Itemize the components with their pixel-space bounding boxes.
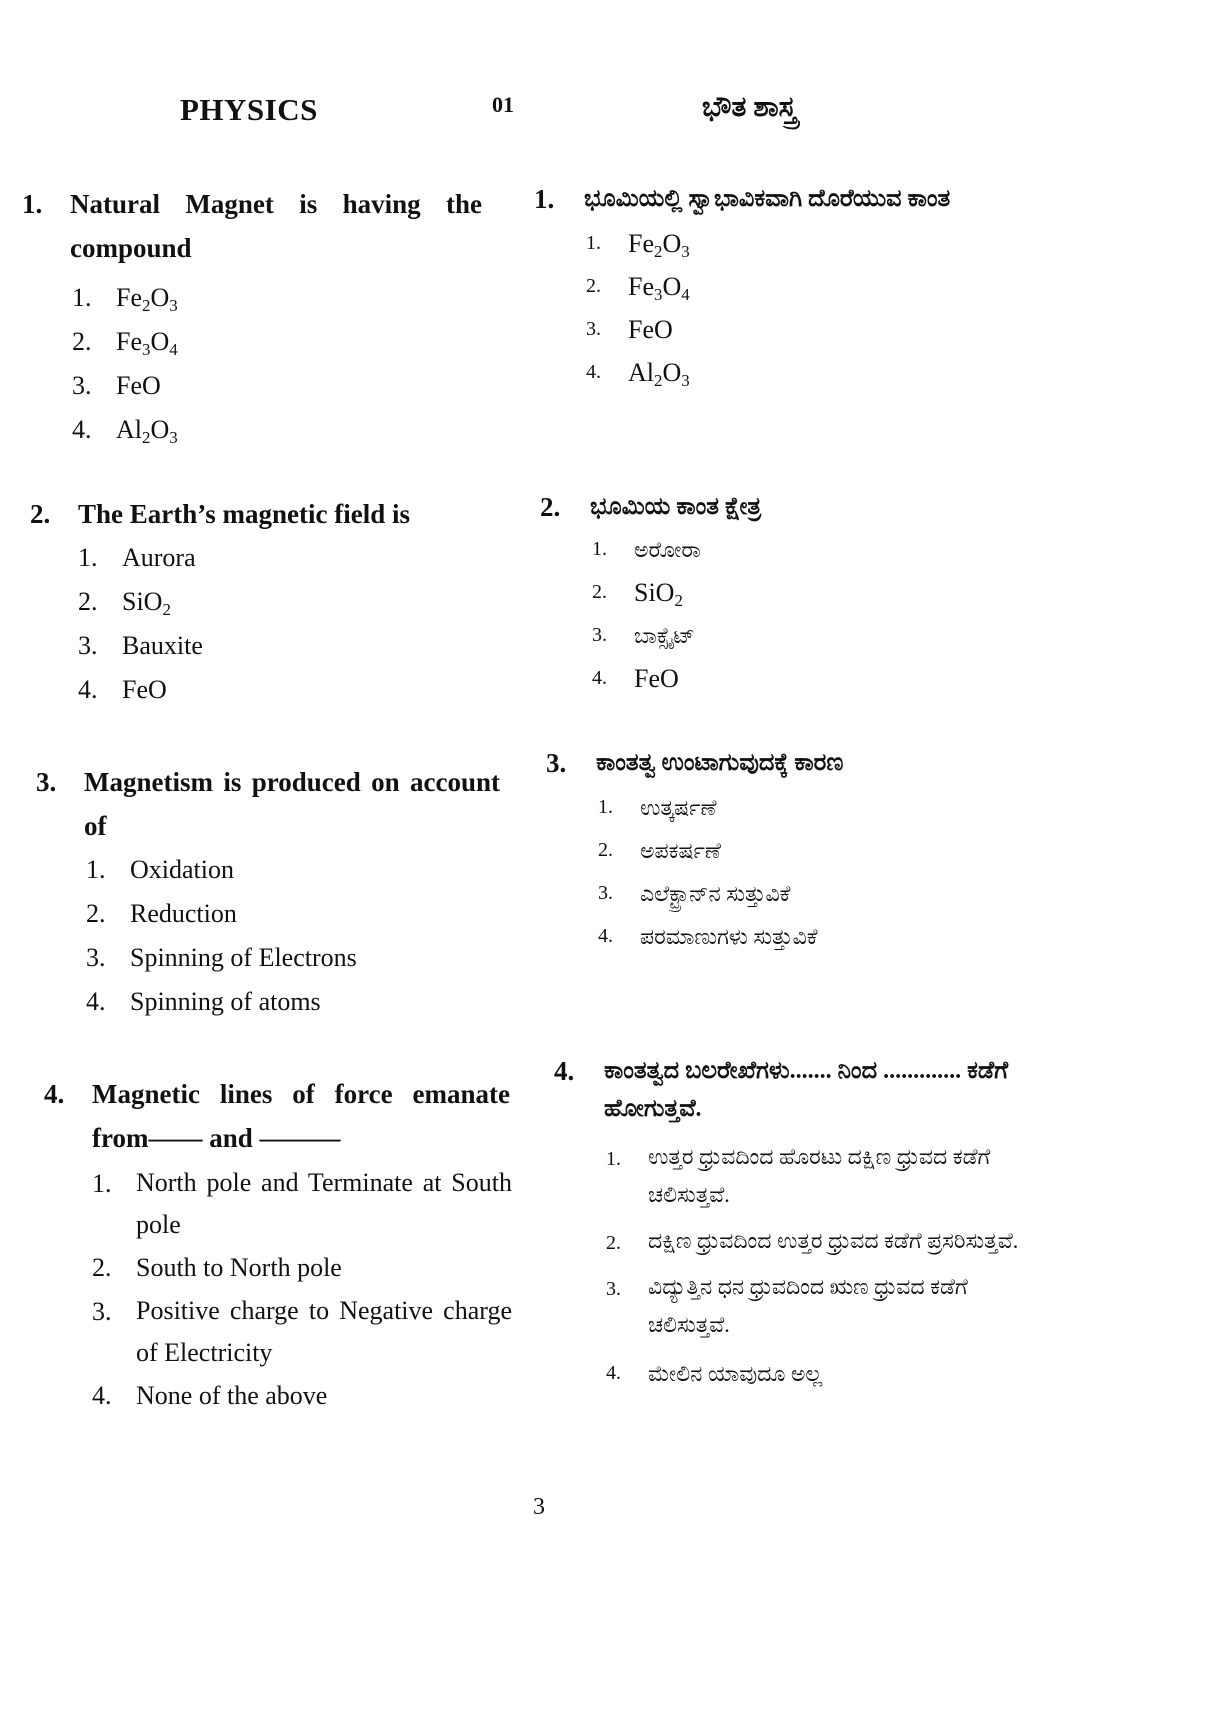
option: 1. ಉತ್ಕರ್ಷಣೆ bbox=[598, 795, 717, 820]
question-stem: ಕಾಂತತ್ವ ಉಂಟಾಗುವುದಕ್ಕೆ ಕಾರಣ bbox=[596, 750, 844, 776]
option: 1. Oxidation bbox=[86, 855, 234, 884]
option: 1. Aurora bbox=[78, 543, 196, 572]
option: 1. ಅರೋರಾ bbox=[592, 537, 701, 562]
options-list bbox=[72, 276, 482, 452]
option: 3. Spinning of Electrons bbox=[86, 943, 357, 972]
option: 4. FeO bbox=[78, 675, 167, 704]
options-list bbox=[86, 848, 500, 1024]
question-number: 3. bbox=[36, 767, 57, 797]
option: 4. FeO bbox=[592, 664, 679, 693]
question-stem: ಕಾಂತತ್ವದ ಬಲರೇಖೆಗಳು....... ನಿಂದ ............. ಕಡೆಗೆ ಹೋಗುತ್ತವೆ. bbox=[604, 1058, 1009, 1122]
option: 4. $Al_2O_3$ bbox=[72, 415, 178, 448]
question-number: 4. bbox=[44, 1079, 65, 1109]
option: 2. SiO$_2$ bbox=[592, 578, 683, 611]
paper-code: 01 bbox=[492, 92, 514, 117]
question-number: 2. bbox=[540, 492, 561, 522]
option: 3. Positive charge to Negative charge of Electricity bbox=[92, 1296, 512, 1367]
option: 3. Bauxite bbox=[78, 631, 203, 660]
question-number: 1. bbox=[22, 189, 43, 219]
question-stem: Magnetism is produced on account of bbox=[84, 767, 500, 841]
page-number: 3 bbox=[533, 1494, 545, 1520]
option: 3. ಬಾಕ್ಸೈಟ್ bbox=[592, 623, 695, 648]
question-stem: ಭೂಮಿಯಲ್ಲಿ ಸ್ವಾಭಾವಿಕವಾಗಿ ದೊರೆಯುವ ಕಾಂತ bbox=[584, 186, 951, 212]
question-en-2 bbox=[30, 492, 490, 712]
question-kn-1 bbox=[534, 180, 1004, 394]
options-list bbox=[598, 786, 1006, 958]
options-list bbox=[606, 1138, 1028, 1395]
option: 2. Reduction bbox=[86, 899, 237, 928]
option: 2. ದಕ್ಷಿಣ ಧ್ರುವದಿಂದ ಉತ್ತರ ಧ್ರುವದ ಕಡೆಗೆ ಪ್ರಸರಿಸುತ್ತವೆ. bbox=[606, 1228, 1019, 1254]
option: 2. South to North pole bbox=[92, 1253, 342, 1282]
option: 2. ಅಪಕರ್ಷಣೆ bbox=[598, 838, 721, 863]
question-en-3 bbox=[36, 760, 500, 1024]
option: 2. $Fe_3O_4$ bbox=[586, 272, 690, 305]
question-kn-2 bbox=[540, 488, 1000, 700]
question-number: 3. bbox=[546, 748, 567, 778]
option: 4. ಮೇಲಿನ ಯಾವುದೂ ಅಲ್ಲ bbox=[606, 1361, 823, 1386]
question-kn-4 bbox=[554, 1052, 1028, 1395]
option: 1. North pole and Terminate at South pole bbox=[92, 1168, 512, 1239]
question-stem: The Earth’s magnetic field is bbox=[78, 499, 410, 529]
question-en-4 bbox=[44, 1072, 512, 1418]
page-title-kannada: ಭೌತ ಶಾಸ್ತ್ರ bbox=[702, 92, 797, 123]
option: 4. $Al_2O_3$ bbox=[586, 358, 690, 391]
options-list bbox=[586, 222, 1004, 394]
options-list bbox=[78, 536, 490, 712]
page-title-english: PHYSICS bbox=[180, 92, 318, 127]
question-stem: ಭೂಮಿಯ ಕಾಂತ ಕ್ಷೇತ್ರ bbox=[590, 494, 762, 520]
options-list bbox=[92, 1162, 512, 1418]
question-stem: Magnetic lines of force emanate from—— and ——— bbox=[92, 1079, 510, 1153]
question-en-1 bbox=[22, 182, 482, 452]
option: 4. ಪರಮಾಣುಗಳು ಸುತ್ತುವಿಕೆ bbox=[598, 924, 818, 949]
option: 3. ಎಲೆಕ್ಟ್ರಾನ್‌ನ ಸುತ್ತುವಿಕೆ bbox=[598, 881, 791, 906]
question-number: 4. bbox=[554, 1056, 575, 1086]
option: 1. $Fe_2O_3$ bbox=[586, 229, 690, 262]
question-stem: Natural Magnet is having the compound bbox=[70, 189, 482, 263]
question-number: 1. bbox=[534, 184, 555, 214]
question-number: 2. bbox=[30, 499, 51, 529]
option: 2. SiO$_2$ bbox=[78, 587, 171, 620]
option: 1. $Fe_2O_3$ bbox=[72, 283, 178, 316]
option: 3. FeO bbox=[72, 371, 161, 400]
options-list bbox=[592, 528, 1000, 700]
option: 1. ಉತ್ತರ ಧ್ರುವದಿಂದ ಹೊರಟು ದಕ್ಷಿಣ ಧ್ರುವದ ಕಡೆಗೆ ಚಲಿಸುತ್ತವೆ. bbox=[606, 1144, 991, 1207]
option: 4. Spinning of atoms bbox=[86, 987, 321, 1016]
question-kn-3 bbox=[546, 744, 1006, 958]
option: 3. FeO bbox=[586, 315, 673, 344]
option: 3. ವಿದ್ಯುತ್ತಿನ ಧನ ಧ್ರುವದಿಂದ ಋಣ ಧ್ರುವದ ಕಡೆಗೆ ಚಲಿಸುತ್ತವೆ. bbox=[606, 1274, 968, 1337]
option: 2. $Fe_3O_4$ bbox=[72, 327, 178, 360]
option: 4. None of the above bbox=[92, 1381, 328, 1410]
